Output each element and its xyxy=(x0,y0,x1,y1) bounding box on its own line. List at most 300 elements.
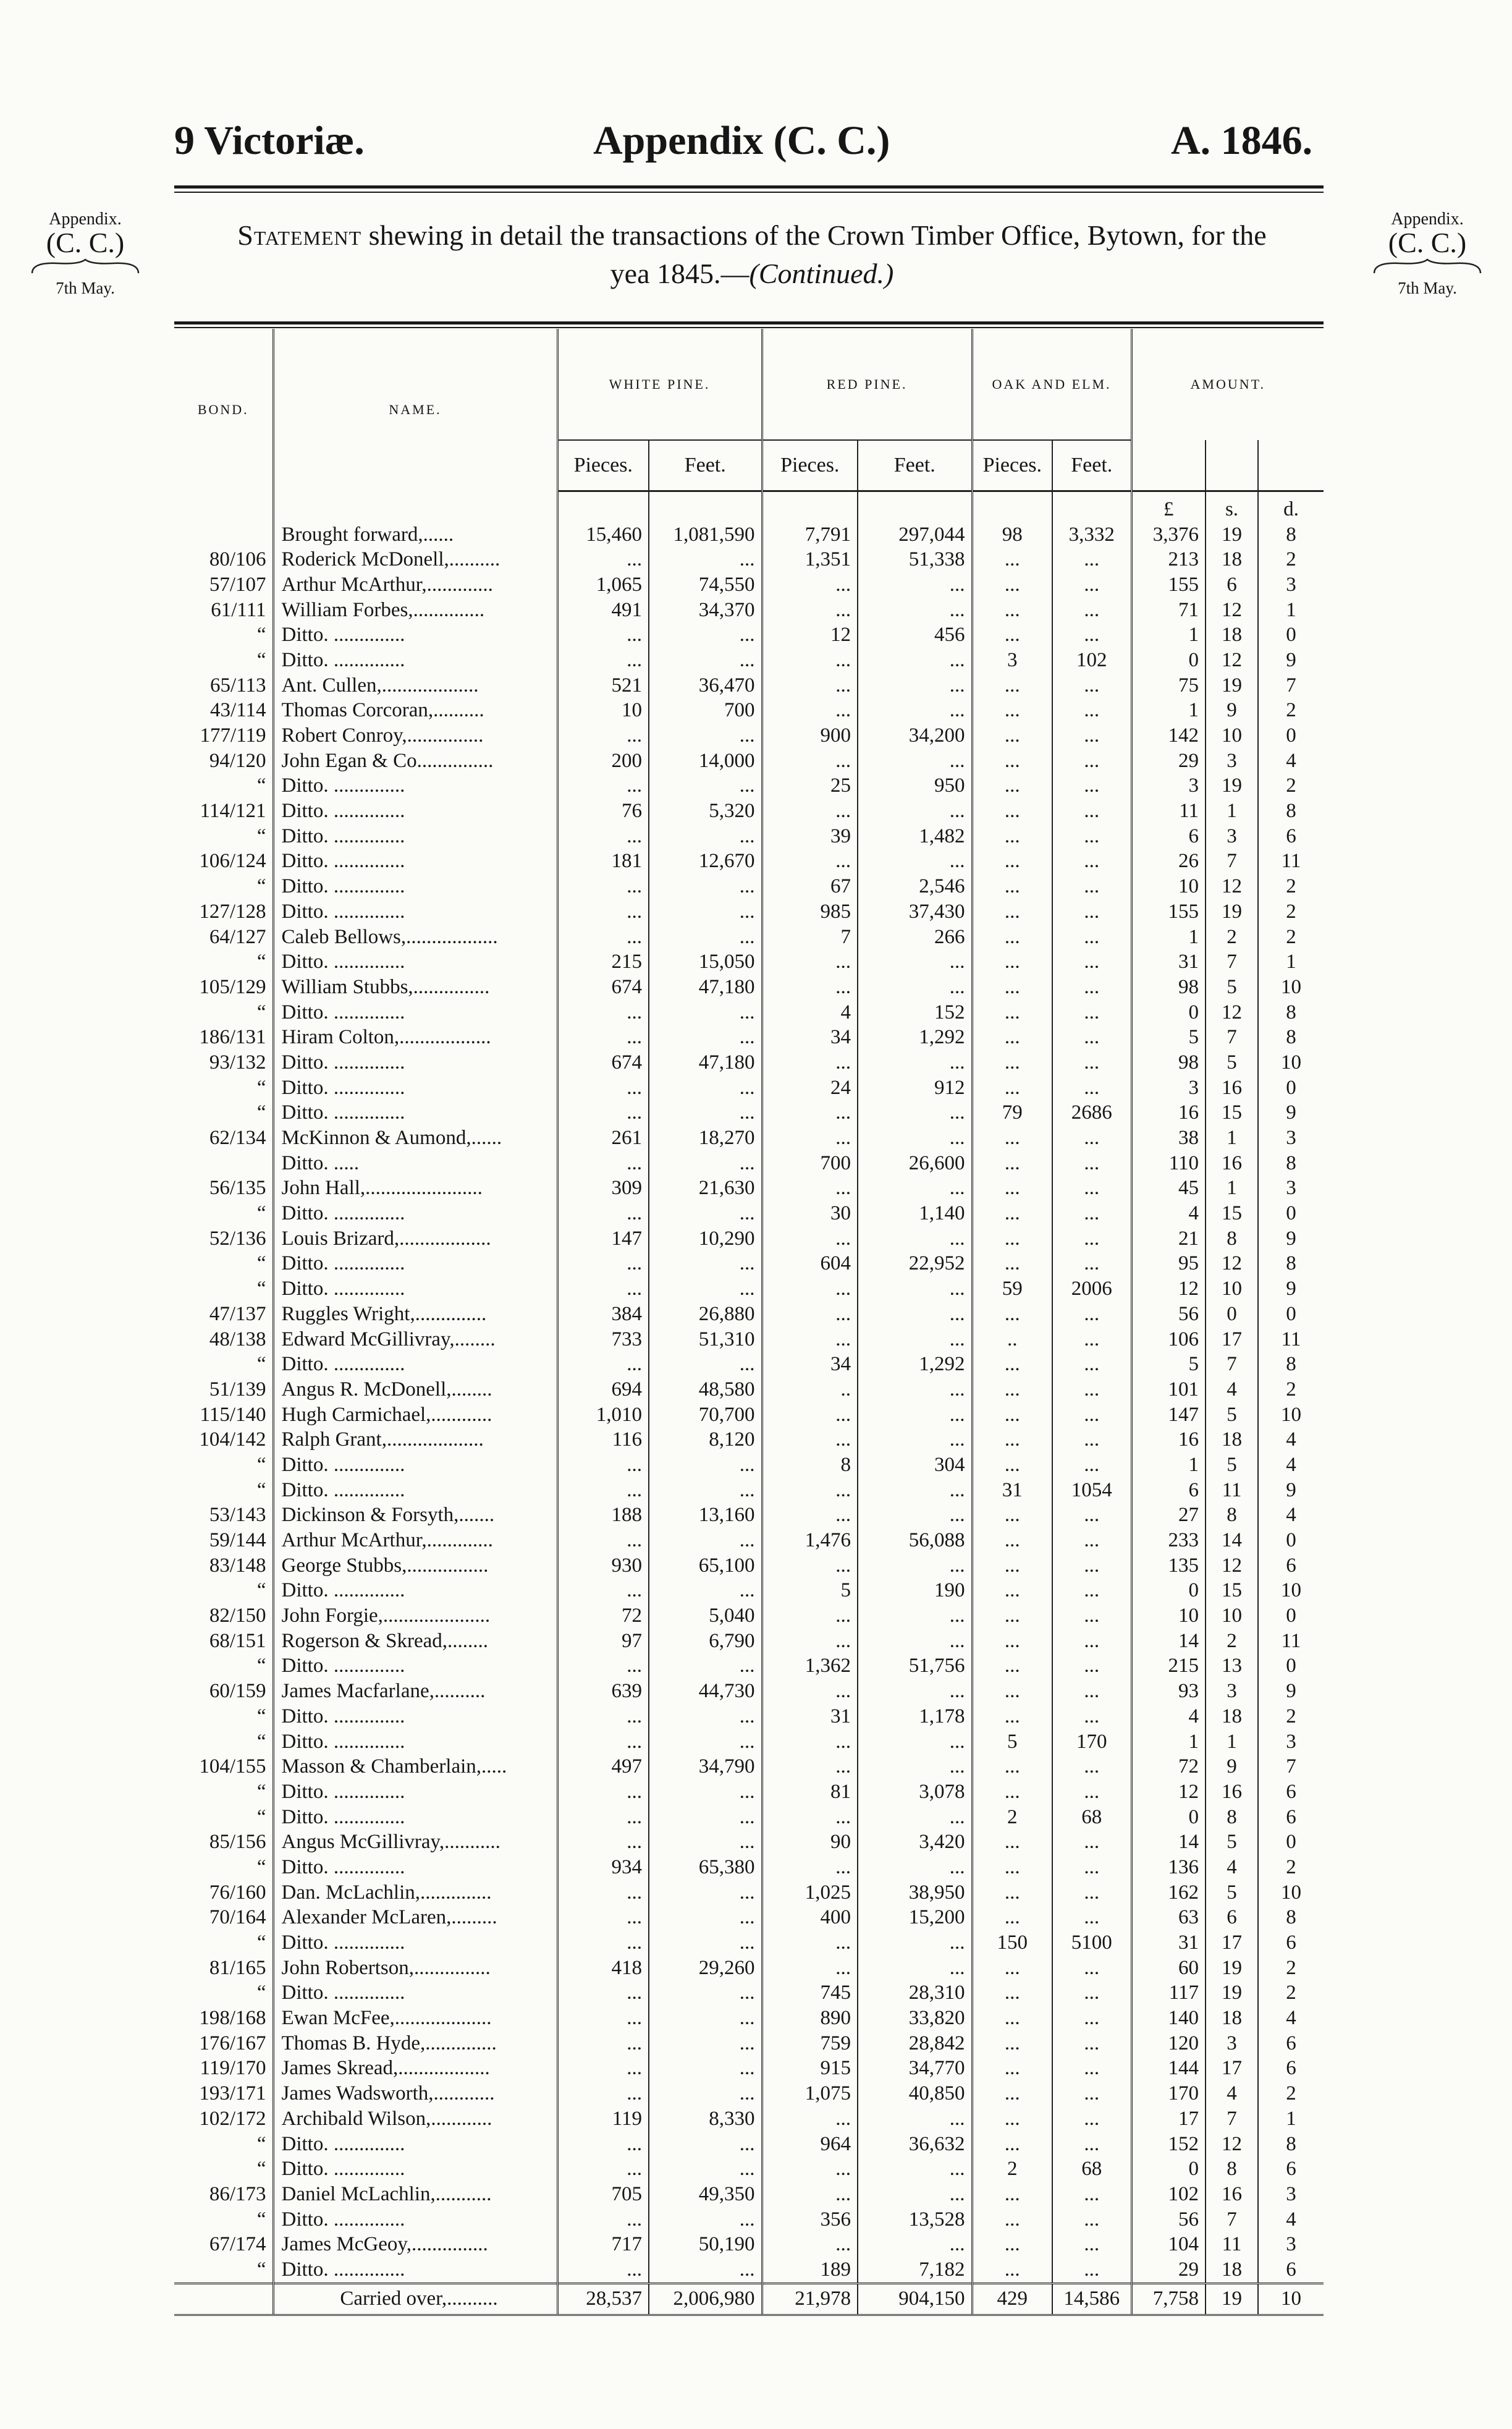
table-row xyxy=(174,1679,1324,1704)
amount-shillings: 19 xyxy=(1206,1956,1258,1981)
name-cell: Ditto. .............. xyxy=(273,1000,557,1025)
amount-shillings: 19 xyxy=(1206,899,1258,925)
oak-elm-pieces: ... xyxy=(972,774,1052,799)
name-cell: Ditto. .............. xyxy=(273,899,557,925)
name-cell: Ant. Cullen,................... xyxy=(273,673,557,698)
table-row xyxy=(174,572,1324,598)
bond-cell: 67/174 xyxy=(209,2233,266,2256)
amount-pounds: 93 xyxy=(1131,1679,1206,1704)
white-pine-feet: 8,120 xyxy=(649,1427,762,1452)
white-pine-pieces: ... xyxy=(557,1276,649,1302)
red-pine-pieces: 8 xyxy=(762,1452,858,1478)
white-pine-pieces: 181 xyxy=(557,849,649,875)
amount-pence: 10 xyxy=(1258,975,1324,1000)
amount-pounds: 3,376 xyxy=(1131,522,1206,548)
red-pine-feet: 7,182 xyxy=(858,2257,972,2283)
amount-shillings: 18 xyxy=(1206,2257,1258,2283)
red-pine-pieces: 39 xyxy=(762,824,858,849)
table-row xyxy=(174,1125,1324,1151)
oak-elm-pieces: ... xyxy=(972,949,1052,975)
white-pine-pieces: 384 xyxy=(557,1302,649,1327)
amount-shillings: 8 xyxy=(1206,1503,1258,1528)
amount-shillings: 17 xyxy=(1206,1930,1258,1956)
white-pine-pieces: ... xyxy=(557,1151,649,1176)
white-pine-pieces: 694 xyxy=(557,1377,649,1402)
table-body xyxy=(174,491,1324,2315)
amount-pounds: 233 xyxy=(1131,1528,1206,1553)
oak-elm-pieces: ... xyxy=(972,899,1052,925)
oak-elm-feet: ... xyxy=(1052,1779,1131,1805)
red-pine-feet: 28,842 xyxy=(858,2031,972,2056)
white-pine-pieces: ... xyxy=(557,648,649,673)
oak-elm-feet: 68 xyxy=(1052,2156,1131,2182)
red-pine-pieces: ... xyxy=(762,1855,858,1880)
red-pine-feet: ... xyxy=(858,1855,972,1880)
amount-shillings: 3 xyxy=(1206,748,1258,774)
table-row xyxy=(174,1427,1324,1452)
amount-shillings: 8 xyxy=(1206,1226,1258,1252)
oak-elm-feet: ... xyxy=(1052,572,1131,598)
oak-elm-feet: ... xyxy=(1052,824,1131,849)
amount-shillings: 12 xyxy=(1206,598,1258,623)
amount-pence: 0 xyxy=(1258,622,1324,648)
oak-elm-pieces: ... xyxy=(972,1075,1052,1101)
white-pine-feet: 14,000 xyxy=(649,748,762,774)
white-pine-pieces: ... xyxy=(557,2081,649,2106)
white-pine-pieces: ... xyxy=(557,2207,649,2232)
margin-note-date: 7th May. xyxy=(56,278,115,297)
name-cell: Louis Brizard,.................. xyxy=(273,1226,557,1252)
red-pine-pieces: 900 xyxy=(762,723,858,748)
oak-elm-pieces: ... xyxy=(972,849,1052,875)
oak-elm-feet: ... xyxy=(1052,1125,1131,1151)
amount-pounds: 147 xyxy=(1131,1402,1206,1428)
bond-cell: “ xyxy=(256,1001,266,1024)
red-pine-pieces: 985 xyxy=(762,899,858,925)
white-pine-pieces: 28,537 xyxy=(557,2283,649,2315)
bond-cell: “ xyxy=(256,1278,266,1300)
amount-shillings: 16 xyxy=(1206,1779,1258,1805)
oak-elm-pieces: ... xyxy=(972,1579,1052,1604)
amount-pounds: 6 xyxy=(1131,1478,1206,1503)
white-pine-feet: 10,290 xyxy=(649,1226,762,1252)
white-pine-feet: 8,330 xyxy=(649,2106,762,2132)
bond-cell: 60/159 xyxy=(209,1680,266,1703)
amount-pounds: 16 xyxy=(1131,1427,1206,1452)
red-pine-pieces: ... xyxy=(762,1805,858,1830)
white-pine-pieces: ... xyxy=(557,1779,649,1805)
red-pine-feet: 33,820 xyxy=(858,2006,972,2031)
red-pine-feet: 34,200 xyxy=(858,723,972,748)
amount-shillings: 18 xyxy=(1206,547,1258,572)
amount-pence: 4 xyxy=(1258,1427,1324,1452)
table-row xyxy=(174,799,1324,824)
name-cell: Angus R. McDonell,........ xyxy=(273,1377,557,1402)
amount-pence: 1 xyxy=(1258,2106,1324,2132)
oak-elm-feet: 170 xyxy=(1052,1729,1131,1755)
amount-pounds: 10 xyxy=(1131,1603,1206,1629)
name-cell: Thomas Corcoran,.......... xyxy=(273,698,557,724)
name-cell: William Stubbs,............... xyxy=(273,975,557,1000)
amount-pounds: 0 xyxy=(1131,1805,1206,1830)
name-cell: Angus McGillivray,........... xyxy=(273,1829,557,1855)
name-cell: Ditto. .............. xyxy=(273,2156,557,2182)
white-pine-feet: ... xyxy=(649,622,762,648)
oak-elm-feet: ... xyxy=(1052,2182,1131,2207)
white-pine-feet: 47,180 xyxy=(649,975,762,1000)
oak-elm-feet: ... xyxy=(1052,1352,1131,1377)
white-pine-pieces: ... xyxy=(557,925,649,950)
bond-cell: 59/144 xyxy=(209,1529,266,1552)
amount-pence: 6 xyxy=(1258,824,1324,849)
oak-elm-pieces: ... xyxy=(972,698,1052,724)
white-pine-pieces: ... xyxy=(557,2132,649,2157)
red-pine-feet: ... xyxy=(858,799,972,824)
white-pine-pieces: ... xyxy=(557,1654,649,1679)
white-pine-pieces: 188 xyxy=(557,1503,649,1528)
red-pine-pieces: ... xyxy=(762,1679,858,1704)
white-pine-pieces: ... xyxy=(557,1905,649,1931)
amount-pence: 1 xyxy=(1258,949,1324,975)
bond-cell xyxy=(174,522,273,548)
red-pine-pieces: 7,791 xyxy=(762,522,858,548)
name-cell: Arthur McArthur,............. xyxy=(273,572,557,598)
red-pine-pieces: 1,351 xyxy=(762,547,858,572)
white-pine-feet: ... xyxy=(649,1729,762,1755)
oak-elm-feet: ... xyxy=(1052,925,1131,950)
white-pine-pieces: 639 xyxy=(557,1679,649,1704)
table-row xyxy=(174,1629,1324,1654)
oak-elm-feet: ... xyxy=(1052,949,1131,975)
red-pine-pieces: ... xyxy=(762,1302,858,1327)
red-pine-feet: 38,950 xyxy=(858,1880,972,1905)
white-pine-feet: 65,380 xyxy=(649,1855,762,1880)
amount-pence: 6 xyxy=(1258,2031,1324,2056)
amount-pence: 8 xyxy=(1258,1252,1324,1277)
bond-cell: 64/127 xyxy=(209,925,266,948)
amount-pounds: 120 xyxy=(1131,2031,1206,2056)
amount-pence: 2 xyxy=(1258,874,1324,899)
oak-elm-feet: ... xyxy=(1052,723,1131,748)
amount-pounds: 27 xyxy=(1131,1503,1206,1528)
white-pine-pieces: ... xyxy=(557,899,649,925)
bond-cell: 177/119 xyxy=(200,724,266,747)
white-pine-pieces: ... xyxy=(557,622,649,648)
name-cell: James McGeoy,............... xyxy=(273,2232,557,2257)
amount-pounds: 31 xyxy=(1131,949,1206,975)
amount-pence: 2 xyxy=(1258,2081,1324,2106)
bond-cell: 176/167 xyxy=(199,2032,266,2054)
red-pine-feet: 37,430 xyxy=(858,899,972,925)
amount-shillings: 6 xyxy=(1206,1905,1258,1931)
oak-elm-feet: ... xyxy=(1052,547,1131,572)
table-row xyxy=(174,1880,1324,1905)
bond-cell: 81/165 xyxy=(209,1956,266,1979)
total-row xyxy=(174,2283,1324,2315)
amount-shillings: 9 xyxy=(1206,698,1258,724)
bond-cell: 85/156 xyxy=(209,1831,266,1854)
red-pine-feet: ... xyxy=(858,1679,972,1704)
amount-pence: 1 xyxy=(1258,598,1324,623)
bond-cell: 186/131 xyxy=(199,1026,266,1049)
margin-note-left xyxy=(23,210,147,297)
bond-cell: 104/142 xyxy=(199,1428,266,1451)
amount-pence: 8 xyxy=(1258,1151,1324,1176)
name-cell: Ditto. .............. xyxy=(273,1930,557,1956)
red-pine-feet: ... xyxy=(858,2182,972,2207)
red-pine-feet: 904,150 xyxy=(858,2283,972,2315)
oak-elm-feet: 2006 xyxy=(1052,1276,1131,1302)
amount-shillings: 15 xyxy=(1206,1579,1258,1604)
oak-elm-feet: ... xyxy=(1052,2232,1131,2257)
white-pine-feet: 74,550 xyxy=(649,572,762,598)
name-cell: Daniel McLachlin,........... xyxy=(273,2182,557,2207)
red-pine-pieces: 34 xyxy=(762,1352,858,1377)
white-pine-pieces: ... xyxy=(557,1352,649,1377)
bond-cell: “ xyxy=(256,951,266,973)
red-pine-feet: ... xyxy=(858,1478,972,1503)
white-pine-pieces: 934 xyxy=(557,1855,649,1880)
table-row xyxy=(174,598,1324,623)
amount-pence: 6 xyxy=(1258,1553,1324,1579)
oak-elm-pieces: ... xyxy=(972,1176,1052,1202)
amount-pence: 4 xyxy=(1258,1503,1324,1528)
white-pine-feet: ... xyxy=(649,723,762,748)
red-pine-feet: 22,952 xyxy=(858,1252,972,1277)
currency-shillings: s. xyxy=(1206,491,1258,522)
name-cell: Ditto. .............. xyxy=(273,774,557,799)
red-pine-pieces: 90 xyxy=(762,1829,858,1855)
table-row xyxy=(174,1101,1324,1126)
white-pine-pieces: ... xyxy=(557,824,649,849)
red-pine-pieces: ... xyxy=(762,673,858,698)
white-pine-pieces: ... xyxy=(557,1729,649,1755)
col-amount: AMOUNT. xyxy=(1131,329,1324,440)
oak-elm-feet: ... xyxy=(1052,1452,1131,1478)
amount-shillings: 3 xyxy=(1206,2031,1258,2056)
margin-note-appendix: Appendix. xyxy=(49,210,122,229)
col-bond: BOND. xyxy=(197,402,249,418)
amount-pounds: 10 xyxy=(1131,874,1206,899)
oak-elm-pieces: ... xyxy=(972,1603,1052,1629)
oak-elm-pieces: ... xyxy=(972,547,1052,572)
red-pine-feet: ... xyxy=(858,2106,972,2132)
red-pine-feet: 3,420 xyxy=(858,1829,972,1855)
white-pine-pieces: 497 xyxy=(557,1754,649,1779)
oak-elm-pieces: ... xyxy=(972,2056,1052,2082)
amount-pence: 11 xyxy=(1258,1327,1324,1352)
amount-pounds: 5 xyxy=(1131,1025,1206,1050)
red-pine-feet: 950 xyxy=(858,774,972,799)
red-pine-feet: 266 xyxy=(858,925,972,950)
amount-pounds: 117 xyxy=(1131,1981,1206,2006)
table-row xyxy=(174,1352,1324,1377)
amount-shillings: 17 xyxy=(1206,1327,1258,1352)
white-pine-pieces: 674 xyxy=(557,975,649,1000)
amount-shillings: 12 xyxy=(1206,1000,1258,1025)
red-pine-pieces: 24 xyxy=(762,1075,858,1101)
col-pence-blank xyxy=(1258,440,1324,491)
bond-cell: “ xyxy=(256,1453,266,1476)
red-pine-pieces: ... xyxy=(762,799,858,824)
col-name: NAME. xyxy=(273,329,557,491)
red-pine-pieces: 1,075 xyxy=(762,2081,858,2106)
white-pine-feet: ... xyxy=(649,1905,762,1931)
table-row xyxy=(174,622,1324,648)
bond-cell: 119/170 xyxy=(200,2057,266,2080)
white-pine-pieces: ... xyxy=(557,1829,649,1855)
white-pine-pieces: 119 xyxy=(557,2106,649,2132)
amount-pence: 8 xyxy=(1258,522,1324,548)
table-row xyxy=(174,1025,1324,1050)
white-pine-feet: ... xyxy=(649,1779,762,1805)
table-row xyxy=(174,2232,1324,2257)
amount-pence: 0 xyxy=(1258,1603,1324,1629)
bond-cell: “ xyxy=(256,875,266,898)
bond-cell: 62/134 xyxy=(209,1127,266,1150)
oak-elm-feet: ... xyxy=(1052,1956,1131,1981)
amount-pounds: 60 xyxy=(1131,1956,1206,1981)
red-pine-feet: ... xyxy=(858,1302,972,1327)
red-pine-pieces: 30 xyxy=(762,1201,858,1226)
amount-shillings: 2 xyxy=(1206,925,1258,950)
bond-cell: “ xyxy=(256,1730,266,1753)
amount-shillings: 19 xyxy=(1206,774,1258,799)
amount-shillings: 18 xyxy=(1206,2006,1258,2031)
oak-elm-feet: ... xyxy=(1052,1905,1131,1931)
red-pine-feet: 1,292 xyxy=(858,1352,972,1377)
name-cell: Ditto. .............. xyxy=(273,1352,557,1377)
oak-elm-pieces: ... xyxy=(972,1704,1052,1729)
amount-shillings: 4 xyxy=(1206,2081,1258,2106)
name-cell: James Skread,.................. xyxy=(273,2056,557,2082)
bond-cell: 43/114 xyxy=(210,699,266,722)
bond-cell: “ xyxy=(256,2258,266,2281)
oak-elm-feet: ... xyxy=(1052,698,1131,724)
amount-pounds: 3 xyxy=(1131,774,1206,799)
oak-elm-feet: 14,586 xyxy=(1052,2283,1131,2315)
amount-pounds: 1 xyxy=(1131,1452,1206,1478)
red-pine-feet: ... xyxy=(858,1101,972,1126)
amount-pence: 10 xyxy=(1258,2283,1324,2315)
amount-shillings: 10 xyxy=(1206,723,1258,748)
table-row xyxy=(174,1252,1324,1277)
white-pine-pieces: ... xyxy=(557,1805,649,1830)
amount-shillings: 7 xyxy=(1206,2207,1258,2232)
white-pine-feet: ... xyxy=(649,648,762,673)
oak-elm-pieces: 79 xyxy=(972,1101,1052,1126)
name-cell: Rogerson & Skread,........ xyxy=(273,1629,557,1654)
table-row xyxy=(174,2182,1324,2207)
name-cell: Masson & Chamberlain,..... xyxy=(273,1754,557,1779)
red-pine-pieces: ... xyxy=(762,1402,858,1428)
amount-pounds: 0 xyxy=(1131,648,1206,673)
red-pine-feet: ... xyxy=(858,598,972,623)
white-pine-feet: 21,630 xyxy=(649,1176,762,1202)
amount-pence: 4 xyxy=(1258,748,1324,774)
oak-elm-feet: 102 xyxy=(1052,648,1131,673)
red-pine-feet: 26,600 xyxy=(858,1151,972,1176)
name-cell: McKinnon & Aumond,...... xyxy=(273,1125,557,1151)
oak-elm-feet: ... xyxy=(1052,1327,1131,1352)
brace-icon xyxy=(1372,258,1483,276)
red-pine-pieces: 31 xyxy=(762,1704,858,1729)
white-pine-feet: 36,470 xyxy=(649,673,762,698)
amount-pence: 3 xyxy=(1258,1125,1324,1151)
red-pine-feet: 304 xyxy=(858,1452,972,1478)
red-pine-pieces: 21,978 xyxy=(762,2283,858,2315)
red-pine-feet: ... xyxy=(858,949,972,975)
oak-elm-feet: 3,332 xyxy=(1052,522,1131,548)
red-pine-pieces: .. xyxy=(762,1377,858,1402)
amount-pounds: 110 xyxy=(1131,1151,1206,1176)
table-row xyxy=(174,648,1324,673)
oak-elm-feet: ... xyxy=(1052,1679,1131,1704)
oak-elm-pieces: ... xyxy=(972,1829,1052,1855)
amount-shillings: 5 xyxy=(1206,1452,1258,1478)
margin-note-right xyxy=(1366,210,1489,297)
red-pine-pieces: 1,362 xyxy=(762,1654,858,1679)
name-cell: Ditto. .............. xyxy=(273,1201,557,1226)
white-pine-feet: ... xyxy=(649,925,762,950)
table-row xyxy=(174,1226,1324,1252)
red-pine-feet: 1,292 xyxy=(858,1025,972,1050)
red-pine-feet: ... xyxy=(858,673,972,698)
amount-pence: 6 xyxy=(1258,1779,1324,1805)
oak-elm-pieces: ... xyxy=(972,2132,1052,2157)
oak-elm-feet: ... xyxy=(1052,1000,1131,1025)
white-pine-feet: ... xyxy=(649,2006,762,2031)
white-pine-pieces: 491 xyxy=(557,598,649,623)
col-pounds-blank xyxy=(1131,440,1206,491)
amount-pence: 4 xyxy=(1258,2207,1324,2232)
white-pine-pieces: 1,065 xyxy=(557,572,649,598)
amount-shillings: 9 xyxy=(1206,1754,1258,1779)
red-pine-feet: ... xyxy=(858,1276,972,1302)
timber-transactions-table xyxy=(174,329,1324,2316)
amount-pence: 7 xyxy=(1258,1754,1324,1779)
red-pine-pieces: ... xyxy=(762,1930,858,1956)
bond-cell: “ xyxy=(256,1655,266,1677)
bond-cell: 93/132 xyxy=(209,1051,266,1074)
white-pine-feet: 13,160 xyxy=(649,1503,762,1528)
white-pine-pieces: ... xyxy=(557,1579,649,1604)
white-pine-feet: ... xyxy=(649,1025,762,1050)
white-pine-feet: ... xyxy=(649,1151,762,1176)
oak-elm-pieces: ... xyxy=(972,1025,1052,1050)
amount-shillings: 16 xyxy=(1206,1075,1258,1101)
amount-pounds: 155 xyxy=(1131,572,1206,598)
white-pine-feet: 1,081,590 xyxy=(649,522,762,548)
white-pine-feet: ... xyxy=(649,1805,762,1830)
red-pine-pieces: 12 xyxy=(762,622,858,648)
amount-pounds: 170 xyxy=(1131,2081,1206,2106)
white-pine-pieces: ... xyxy=(557,1025,649,1050)
amount-pence: 6 xyxy=(1258,2257,1324,2283)
name-cell: Ditto. .............. xyxy=(273,824,557,849)
col-oak-pieces: Pieces. xyxy=(972,440,1052,491)
amount-pounds: 104 xyxy=(1131,2232,1206,2257)
amount-pence: 10 xyxy=(1258,1579,1324,1604)
name-cell: Ditto. ..... xyxy=(273,1151,557,1176)
oak-elm-pieces: 3 xyxy=(972,648,1052,673)
oak-elm-pieces: ... xyxy=(972,799,1052,824)
table-row xyxy=(174,1704,1324,1729)
red-pine-pieces: ... xyxy=(762,1729,858,1755)
red-pine-pieces: ... xyxy=(762,1101,858,1126)
bond-cell: 80/106 xyxy=(209,548,266,571)
amount-pence: 2 xyxy=(1258,899,1324,925)
